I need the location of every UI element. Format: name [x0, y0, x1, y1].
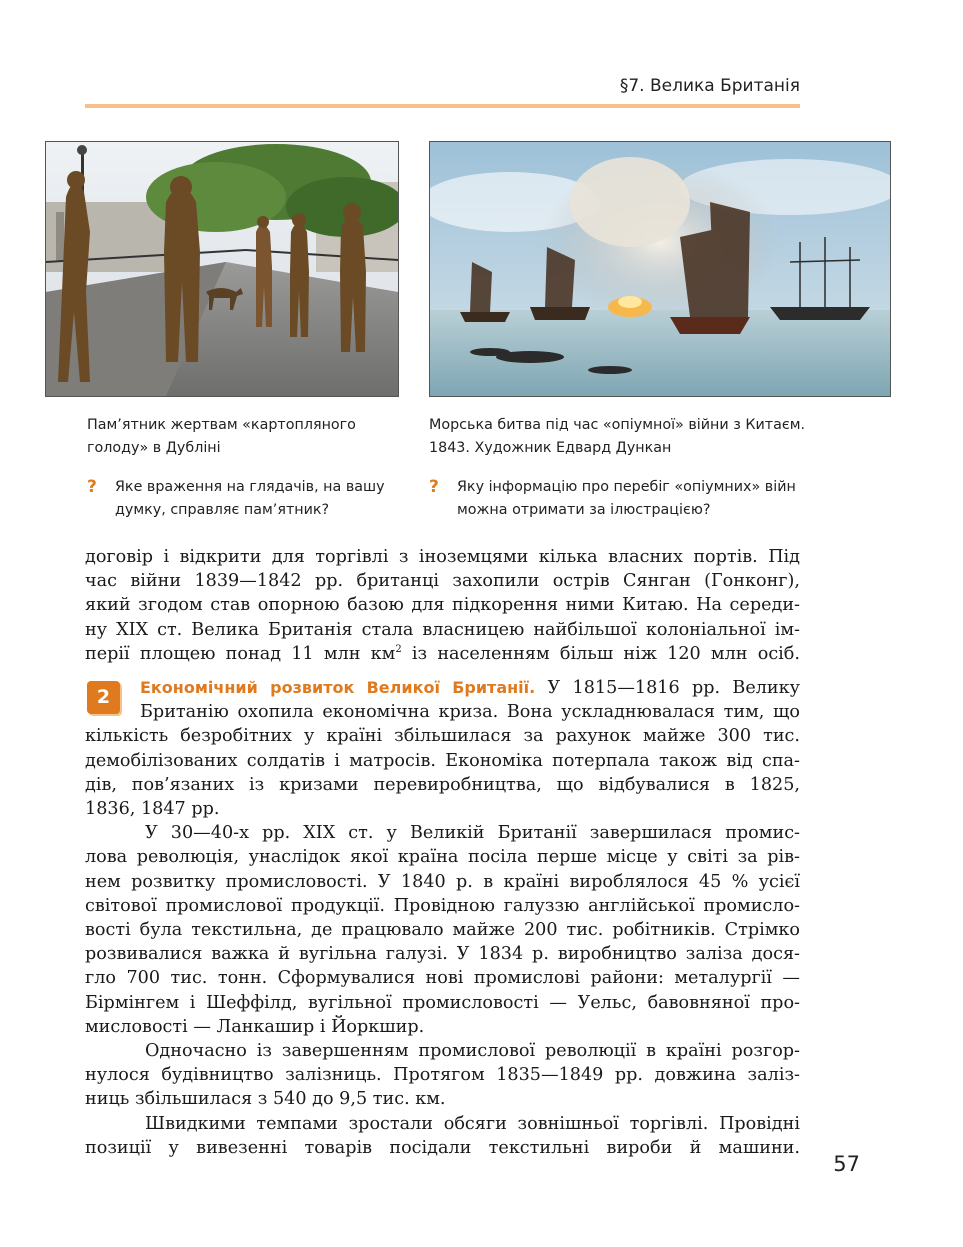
text-line: Бірмінгем і Шеффілд, вугільної промисловості — Уельс, бавовняної про-	[85, 992, 800, 1013]
text-fragment: У 1815—1816 рр. Велику	[535, 678, 801, 698]
text-line: ну XIX ст. Велика Британія стала власницею найбільшої колоніальної ім-	[85, 619, 800, 640]
famine-memorial-photo	[45, 141, 399, 397]
text-line: позиції у вивезенні товарів посідали текстильні вироби й машини.	[85, 1137, 800, 1158]
text-line: Швидкими темпами зростали обсяги зовнішньої торгівлі. Провідні	[145, 1113, 800, 1134]
text-line: договір і відкрити для торгівлі з іноземцями кілька власних портів. Під	[85, 547, 800, 567]
text-line: У 30—40-х рр. XIX ст. у Великій Британії завершилася промис-	[145, 823, 800, 844]
intro-paragraph	[85, 545, 800, 666]
text-line: вості була текстильна, де працювало майже 200 тис. робітників. Стрімко	[85, 920, 800, 941]
text-fragment: перії площею понад 11 млн км	[85, 643, 396, 664]
question-mark-icon: ?	[87, 477, 97, 497]
text-line: Одночасно із завершенням промислової революції в країні розгор-	[145, 1041, 800, 1062]
text-line: нем розвитку промисловості. У 1840 р. в країні вироблялося 45 % усієї	[85, 871, 800, 892]
section-title: Економічний розвиток Великої Британії.	[140, 678, 536, 697]
question-mark-icon: ?	[429, 477, 439, 497]
text-line: дів, пов’язаних із кризами перевиробництва, що відбувалися в 1825,	[85, 774, 800, 795]
header-rule	[85, 104, 800, 108]
text-line: час війни 1839—1842 рр. британці захопили острів Сянган (Гонконг),	[85, 571, 800, 592]
text-line: ниць збільшилася з 540 до 9,5 тис. км.	[85, 1089, 446, 1110]
section-first-line	[85, 676, 800, 700]
superscript: 2	[395, 643, 402, 655]
question-text: Яке враження на глядачів, на вашу думку, справляє пам’ятник?	[115, 479, 385, 518]
text-line: лова революція, унаслідок якої країна посіла перше місце у світі за рів-	[85, 847, 800, 868]
figure-question-right	[429, 476, 829, 522]
question-text: Яку інформацію про перебіг «опіумних» війн можна отримати за ілюстрацією?	[457, 479, 796, 518]
section-body	[85, 676, 800, 1160]
text-line: який згодом став опорною базою для підкорення ними Китаю. На середи-	[85, 595, 800, 616]
text-line: 1836, 1847 рр.	[85, 799, 220, 820]
text-line: мисловості — Ланкашир і Йоркшир.	[85, 1016, 425, 1037]
text-line	[85, 642, 800, 666]
figure-caption-right: Морська битва під час «опіумної» війни з Китаєм. 1843. Художник Едвард Дункан	[429, 417, 806, 456]
page-number: 57	[833, 1152, 860, 1176]
figure-question-left	[87, 476, 402, 522]
text-line: демобілізованих солдатів і матросів. Економіка потерпала також від спа-	[85, 750, 800, 771]
figure-caption-left: Пам’ятник жертвам «картопляного голоду» в Дубліні	[87, 417, 356, 456]
text-line: розвивалися важка й вугільна галузі. У 1834 р. виробництво заліза дося-	[85, 944, 800, 965]
naval-battle-painting	[429, 141, 891, 397]
text-fragment: із населенням більш ніж 120 млн осіб.	[401, 643, 800, 664]
text-line: Британію охопила економічна криза. Вона ускладнювалася тим, що	[140, 702, 800, 723]
text-line: світової промислової продукції. Провідною галуззю англійської промисло-	[85, 895, 800, 916]
section-number-badge: 2	[87, 681, 120, 714]
text-line: кількість безробітних у країні збільшилася за рахунок майже 300 тис.	[85, 726, 800, 747]
text-line: гло 700 тис. тонн. Сформувалися нові промислові райони: металургії —	[85, 968, 800, 989]
text-line: нулося будівництво залізниць. Протягом 1835—1849 рр. довжина заліз-	[85, 1065, 800, 1086]
running-title: §7. Велика Британія	[619, 76, 800, 96]
